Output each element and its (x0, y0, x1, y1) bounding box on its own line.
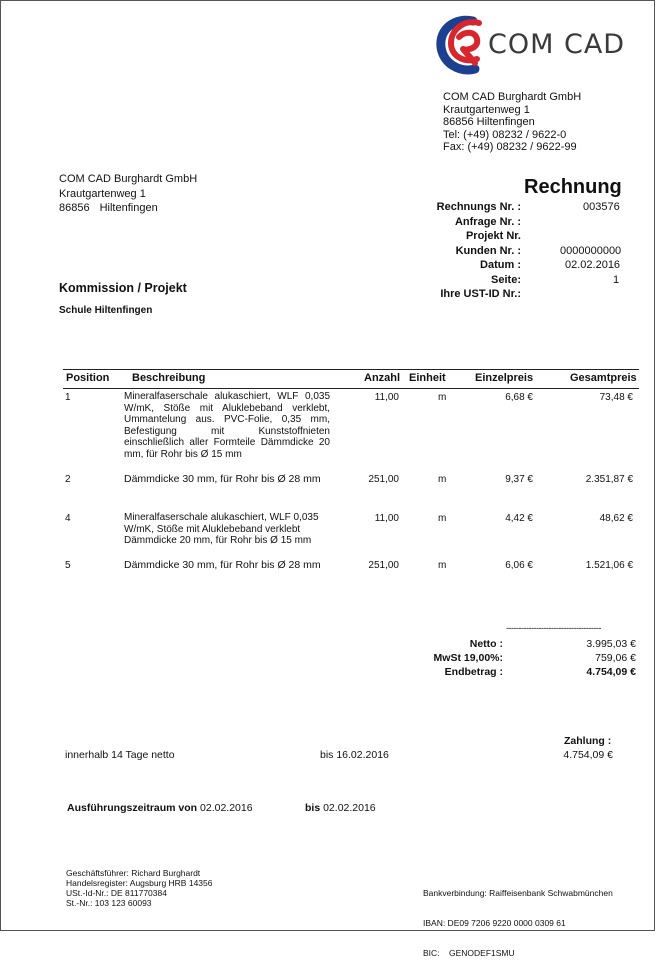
company-address (443, 91, 581, 154)
row-description: Dämmdicke 30 mm, für Rohr bis Ø 28 mm (124, 559, 321, 571)
company-street: Krautgartenweg 1 (443, 103, 530, 116)
row-unit: m (438, 513, 447, 524)
row-position: 4 (65, 513, 71, 524)
row-unit: m (438, 474, 447, 485)
row-total: 1.521,06 € (585, 560, 633, 571)
row-total: 48,62 € (599, 513, 633, 524)
company-tel: Tel: (+49) 08232 / 9622-0 (443, 128, 567, 141)
meta-label: Ihre UST-ID Nr.: (440, 288, 521, 300)
meta-value: 1 (613, 273, 620, 286)
company-fax: Fax: (+49) 08232 / 9622-99 (443, 141, 577, 153)
row-description: Dämmdicke 30 mm, für Rohr bis Ø 28 mm (124, 473, 321, 485)
row-unit-price: 6,68 € (505, 392, 533, 403)
meta-label: Anfrage Nr. : (454, 215, 521, 228)
row-position: 1 (65, 392, 71, 403)
footer-bank-info (423, 868, 613, 978)
table-top-rule (63, 369, 639, 370)
net-label: Netto : (469, 638, 503, 650)
payment-heading: Zahlung : (564, 735, 612, 747)
execution-period (67, 802, 253, 814)
vat-label: MwSt 19,00%: (433, 652, 503, 664)
col-header-unit: Einheit (409, 372, 446, 384)
execution-from: 02.02.2016 (200, 802, 253, 814)
gross-value: 4.754,09 € (586, 666, 636, 678)
com-cad-logo-icon (435, 13, 495, 77)
logo-wordmark: COM CAD (488, 29, 626, 60)
row-description: Mineralfaserschale alukaschiert, WLF 0,035 W/mK, Stöße mit Aluklebeband verklebt, Ummantelung aus. PVC-Folie, 0,35 mm, Befestigung mit Kunststoffnieten einschließlich aller Formteile Dämmdicke 20 mm, für Rohr bis Ø 15 mm (124, 391, 330, 460)
meta-label: Datum : (480, 259, 521, 271)
meta-label: Seite: (491, 273, 521, 286)
row-unit: m (438, 392, 447, 403)
row-quantity: 251,00 (368, 474, 399, 485)
footer-line: St.-Nr.: 103 123 60093 (66, 898, 152, 908)
company-city: 86856 Hiltenfingen (443, 116, 535, 128)
col-header-unit-price: Einzelpreis (475, 372, 534, 384)
col-header-position: Position (66, 372, 110, 384)
col-header-total: Gesamtpreis (570, 372, 637, 384)
footer-line: BIC: GENODEF1SMU (423, 948, 515, 958)
meta-label: Kunden Nr. : (455, 244, 521, 257)
meta-value: 0000000000 (560, 244, 622, 257)
payment-terms: innerhalb 14 Tage netto (65, 749, 175, 761)
col-header-description: Beschreibung (132, 372, 206, 384)
payment-amount: 4.754,09 € (563, 749, 613, 761)
execution-label: Ausführungszeitraum von (67, 802, 198, 814)
footer-line: Geschäftsführer: Richard Burghardt (66, 868, 201, 878)
execution-to (305, 802, 376, 814)
row-total: 2.351,87 € (585, 474, 633, 485)
vat-value: 759,06 € (595, 652, 636, 664)
row-unit-price: 6,06 € (505, 560, 533, 571)
row-quantity: 11,00 (374, 513, 399, 524)
project-name: Schule Hiltenfingen (59, 305, 153, 316)
table-header-rule (63, 388, 639, 389)
col-header-quantity: Anzahl (364, 372, 401, 384)
footer-line: USt.-Id-Nr.: DE 811770384 (66, 888, 167, 898)
footer-line: Bankverbindung: Raiffeisenbank Schwabmünchen (423, 888, 613, 898)
row-unit-price: 4,42 € (505, 513, 533, 524)
row-quantity: 251,00 (368, 560, 399, 571)
row-unit: m (438, 560, 447, 571)
recipient-address (59, 172, 197, 216)
execution-to-label: bis (305, 802, 321, 814)
meta-label: Projekt Nr. (465, 230, 521, 242)
row-description: Mineralfaserschale alukaschiert, WLF 0,035 W/mK, Stöße mit Aluklebeband verklebt Dämmdicke 20 mm, für Rohr bis Ø 15 mm (124, 512, 319, 546)
execution-to-date: 02.02.2016 (323, 802, 376, 814)
meta-value: 003576 (583, 201, 620, 213)
recipient-name: COM CAD Burghardt GmbH (59, 173, 198, 185)
footer-line: Handelsregister: Augsburg HRB 14356 (66, 878, 213, 888)
footer-line: IBAN: DE09 7206 9220 0000 0309 61 (423, 918, 566, 928)
gross-label: Endbetrag : (444, 666, 503, 678)
company-name: COM CAD Burghardt GmbH (443, 91, 582, 103)
net-value: 3.995,03 € (586, 638, 636, 650)
project-heading: Kommission / Projekt (59, 281, 187, 295)
row-quantity: 11,00 (374, 392, 399, 403)
totals-dash-rule: -------------------------------------- (506, 623, 601, 633)
footer-company-info (66, 868, 212, 908)
payment-due-date: bis 16.02.2016 (320, 749, 389, 761)
row-unit-price: 9,37 € (505, 474, 533, 485)
row-position: 2 (65, 474, 71, 485)
row-total: 73,48 € (599, 392, 633, 403)
document-title: Rechnung (524, 176, 622, 198)
row-position: 5 (65, 560, 71, 571)
recipient-street: Krautgartenweg 1 (59, 187, 146, 200)
recipient-city: Hiltenfingen (99, 202, 158, 214)
meta-label: Rechnungs Nr. : (436, 201, 521, 213)
meta-value: 02.02.2016 (565, 259, 621, 271)
recipient-zip: 86856 (59, 202, 90, 214)
